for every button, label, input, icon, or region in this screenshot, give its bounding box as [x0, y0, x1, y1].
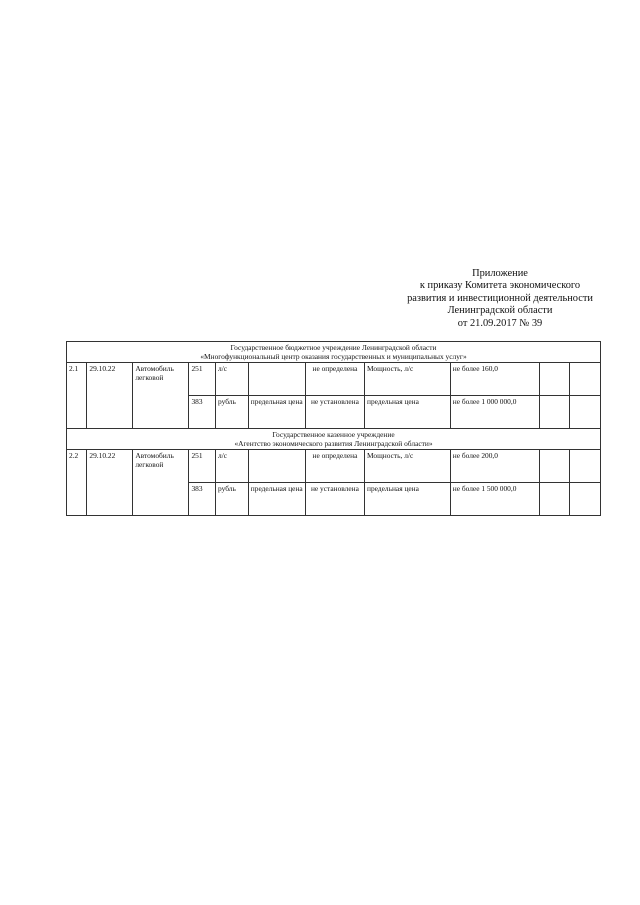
empty-cell	[539, 363, 570, 396]
unit: рубль	[216, 483, 249, 516]
org-header-cell	[67, 342, 601, 363]
status: не установлена	[305, 483, 364, 516]
value: предельная цена	[248, 483, 305, 516]
characteristic: предельная цена	[365, 483, 451, 516]
okpd-code: 29.10.22	[87, 363, 133, 429]
org-header-row	[67, 342, 601, 363]
org-header-cell	[67, 429, 601, 450]
appendix-date-number: от 21.09.2017 № 39	[457, 317, 543, 329]
limit-value: не более 1 500 000,0	[450, 483, 539, 516]
item-name: Автомобиль легковой	[133, 363, 189, 429]
limit-value: не более 200,0	[450, 450, 539, 483]
okei-code: 251	[189, 363, 216, 396]
table-row	[67, 450, 601, 483]
okei-code: 383	[189, 396, 216, 429]
limit-value: не более 160,0	[450, 363, 539, 396]
appendix-title: Приложение	[472, 268, 528, 279]
org-name: «Многофункциональный центр оказания государственных и муниципальных услуг»	[200, 352, 467, 361]
empty-cell	[570, 396, 601, 429]
empty-cell	[539, 483, 570, 516]
org-name: «Агентство экономического развития Ленинградской области»	[234, 439, 433, 448]
empty-cell	[539, 450, 570, 483]
requirements-table	[66, 341, 601, 516]
empty-cell	[539, 396, 570, 429]
characteristic: Мощность, л/с	[365, 363, 451, 396]
org-header-row	[67, 429, 601, 450]
unit: л/с	[216, 450, 249, 483]
appendix-order-line: к приказу Комитета экономического	[419, 280, 581, 292]
appendix-committee-line: развития и инвестиционной деятельности	[407, 292, 593, 304]
value: предельная цена	[248, 396, 305, 429]
status: не установлена	[305, 396, 364, 429]
empty-cell	[570, 450, 601, 483]
empty-cell	[570, 483, 601, 516]
okpd-code: 29.10.22	[87, 450, 133, 516]
value	[248, 450, 305, 483]
appendix-region-line: Ленинградской области	[447, 305, 553, 317]
org-type: Государственное бюджетное учреждение Ленинградской области	[230, 343, 437, 352]
status: не определена	[305, 363, 364, 396]
characteristic: Мощность, л/с	[365, 450, 451, 483]
okei-code: 251	[189, 450, 216, 483]
appendix-header	[400, 268, 600, 330]
okei-code: 383	[189, 483, 216, 516]
status: не определена	[305, 450, 364, 483]
unit: л/с	[216, 363, 249, 396]
item-number: 2.2	[67, 450, 87, 516]
value	[248, 363, 305, 396]
item-name: Автомобиль легковой	[133, 450, 189, 516]
empty-cell	[570, 363, 601, 396]
characteristic: предельная цена	[365, 396, 451, 429]
item-number: 2.1	[67, 363, 87, 429]
limit-value: не более 1 000 000,0	[450, 396, 539, 429]
table-row	[67, 363, 601, 396]
org-type: Государственное казенное учреждение	[272, 430, 395, 439]
unit: рубль	[216, 396, 249, 429]
